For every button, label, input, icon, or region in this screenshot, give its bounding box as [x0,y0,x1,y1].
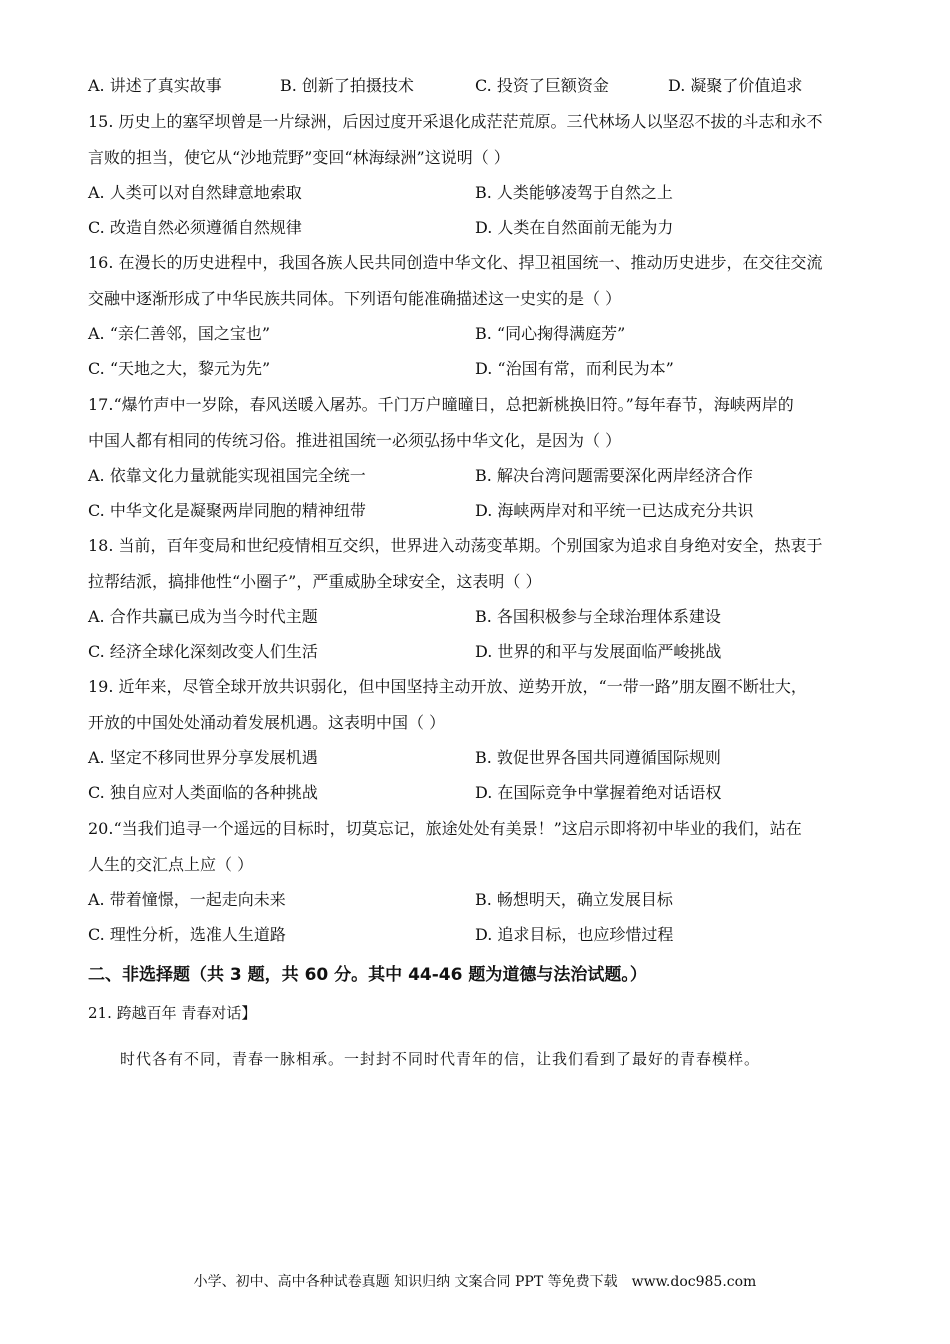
q14-option-c: C. 投资了巨额资金 [475,76,609,95]
q15-option-b: B. 人类能够凌驾于自然之上 [475,183,673,202]
q20-option-d: D. 追求目标，也应珍惜过程 [475,925,674,944]
q19-option-b: B. 敦促世界各国共同遵循国际规则 [475,748,721,767]
q15-option-d: D. 人类在自然面前无能为力 [475,218,674,237]
q15-option-c: C. 改造自然必须遵循自然规律 [88,218,302,237]
q16-stem-line2: 交融中逐渐形成了中华民族共同体。下列语句能准确描述这一史实的是（ ） [88,289,622,308]
q20-option-b: B. 畅想明天，确立发展目标 [475,890,673,909]
q17-stem-line2: 中国人都有相同的传统习俗。推进祖国统一必须弘扬中华文化，是因为（ ） [88,431,622,450]
q19-stem-line2: 开放的中国处处涌动着发展机遇。这表明中国（ ） [88,713,446,732]
q18-stem-line1: 18. 当前，百年变局和世纪疫情相互交织，世界进入动荡变革期。个别国家为追求自身绝对安全，热衷于 [88,536,823,555]
q20-option-a: A. 带着憧憬，一起走向未来 [88,890,286,909]
q16-option-c: C. “天地之大，黎元为先” [88,359,271,378]
q14-option-d: D. 凝聚了价值追求 [668,76,803,95]
q17-option-c: C. 中华文化是凝聚两岸同胞的精神纽带 [88,501,366,520]
q19-option-d: D. 在国际竞争中掌握着绝对话语权 [475,783,722,802]
q14-option-b: B. 创新了拍摄技术 [280,76,414,95]
footer-url[interactable]: www.doc985.com [631,1274,757,1290]
q16-option-b: B. “同心掬得满庭芳” [475,324,626,343]
q16-option-d: D. “治国有常，而利民为本” [475,359,674,378]
page-footer [0,1271,950,1291]
footer-text: 小学、初中、高中各种试卷真题 知识归纳 文案合同 PPT 等免费下载 [193,1274,618,1290]
q18-option-a: A. 合作共赢已成为当今时代主题 [88,607,318,626]
q15-stem-line1: 15. 历史上的塞罕坝曾是一片绿洲，后因过度开采退化成茫茫荒原。三代林场人以坚忍不拔的斗志和永不 [88,112,823,131]
q15-option-a: A. 人类可以对自然肆意地索取 [88,183,302,202]
q14-option-a: A. 讲述了真实故事 [88,76,222,95]
q17-option-d: D. 海峡两岸对和平统一已达成充分共识 [475,501,754,520]
q15-stem-line2: 言败的担当，使它从“沙地荒野”变回“林海绿洲”这说明（ ） [88,148,510,167]
q16-stem-line1: 16. 在漫长的历史进程中，我国各族人民共同创造中华文化、捍卫祖国统一、推动历史进步，在交往交流 [88,253,823,272]
q18-option-d: D. 世界的和平与发展面临严峻挑战 [475,642,722,661]
q17-option-b: B. 解决台湾问题需要深化两岸经济合作 [475,466,753,485]
q16-option-a: A. “亲仁善邻，国之宝也” [88,324,271,343]
q18-stem-line2: 拉帮结派，搞排他性“小圈子”，严重威胁全球安全，这表明（ ） [88,572,542,591]
q18-option-c: C. 经济全球化深刻改变人们生活 [88,642,318,661]
q17-stem-line1: 17.“爆竹声中一岁除，春风送暖入屠苏。千门万户曈曈日，总把新桃换旧符。”每年春节，海峡两岸的 [88,395,794,414]
q21-passage: 时代各有不同，青春一脉相承。一封封不同时代青年的信，让我们看到了最好的青春模样。 [120,1050,761,1068]
q19-option-a: A. 坚定不移同世界分享发展机遇 [88,748,318,767]
q20-stem-line1: 20.“当我们追寻一个遥远的目标时，切莫忘记，旅途处处有美景！”这启示即将初中毕业的我们，站在 [88,819,802,838]
q20-option-c: C. 理性分析，选准人生道路 [88,925,286,944]
q21-title: 21. 跨越百年 青春对话】 [88,1004,257,1022]
q19-option-c: C. 独自应对人类面临的各种挑战 [88,783,318,802]
q17-option-a: A. 依靠文化力量就能实现祖国完全统一 [88,466,366,485]
q18-option-b: B. 各国积极参与全球治理体系建设 [475,607,721,626]
section-heading: 二、非选择题（共 3 题，共 60 分。其中 44-46 题为道德与法治试题。） [88,965,647,985]
q19-stem-line1: 19. 近年来，尽管全球开放共识弱化，但中国坚持主动开放、逆势开放，“一带一路”朋友圈不断壮大， [88,677,807,696]
q20-stem-line2: 人生的交汇点上应（ ） [88,855,254,874]
